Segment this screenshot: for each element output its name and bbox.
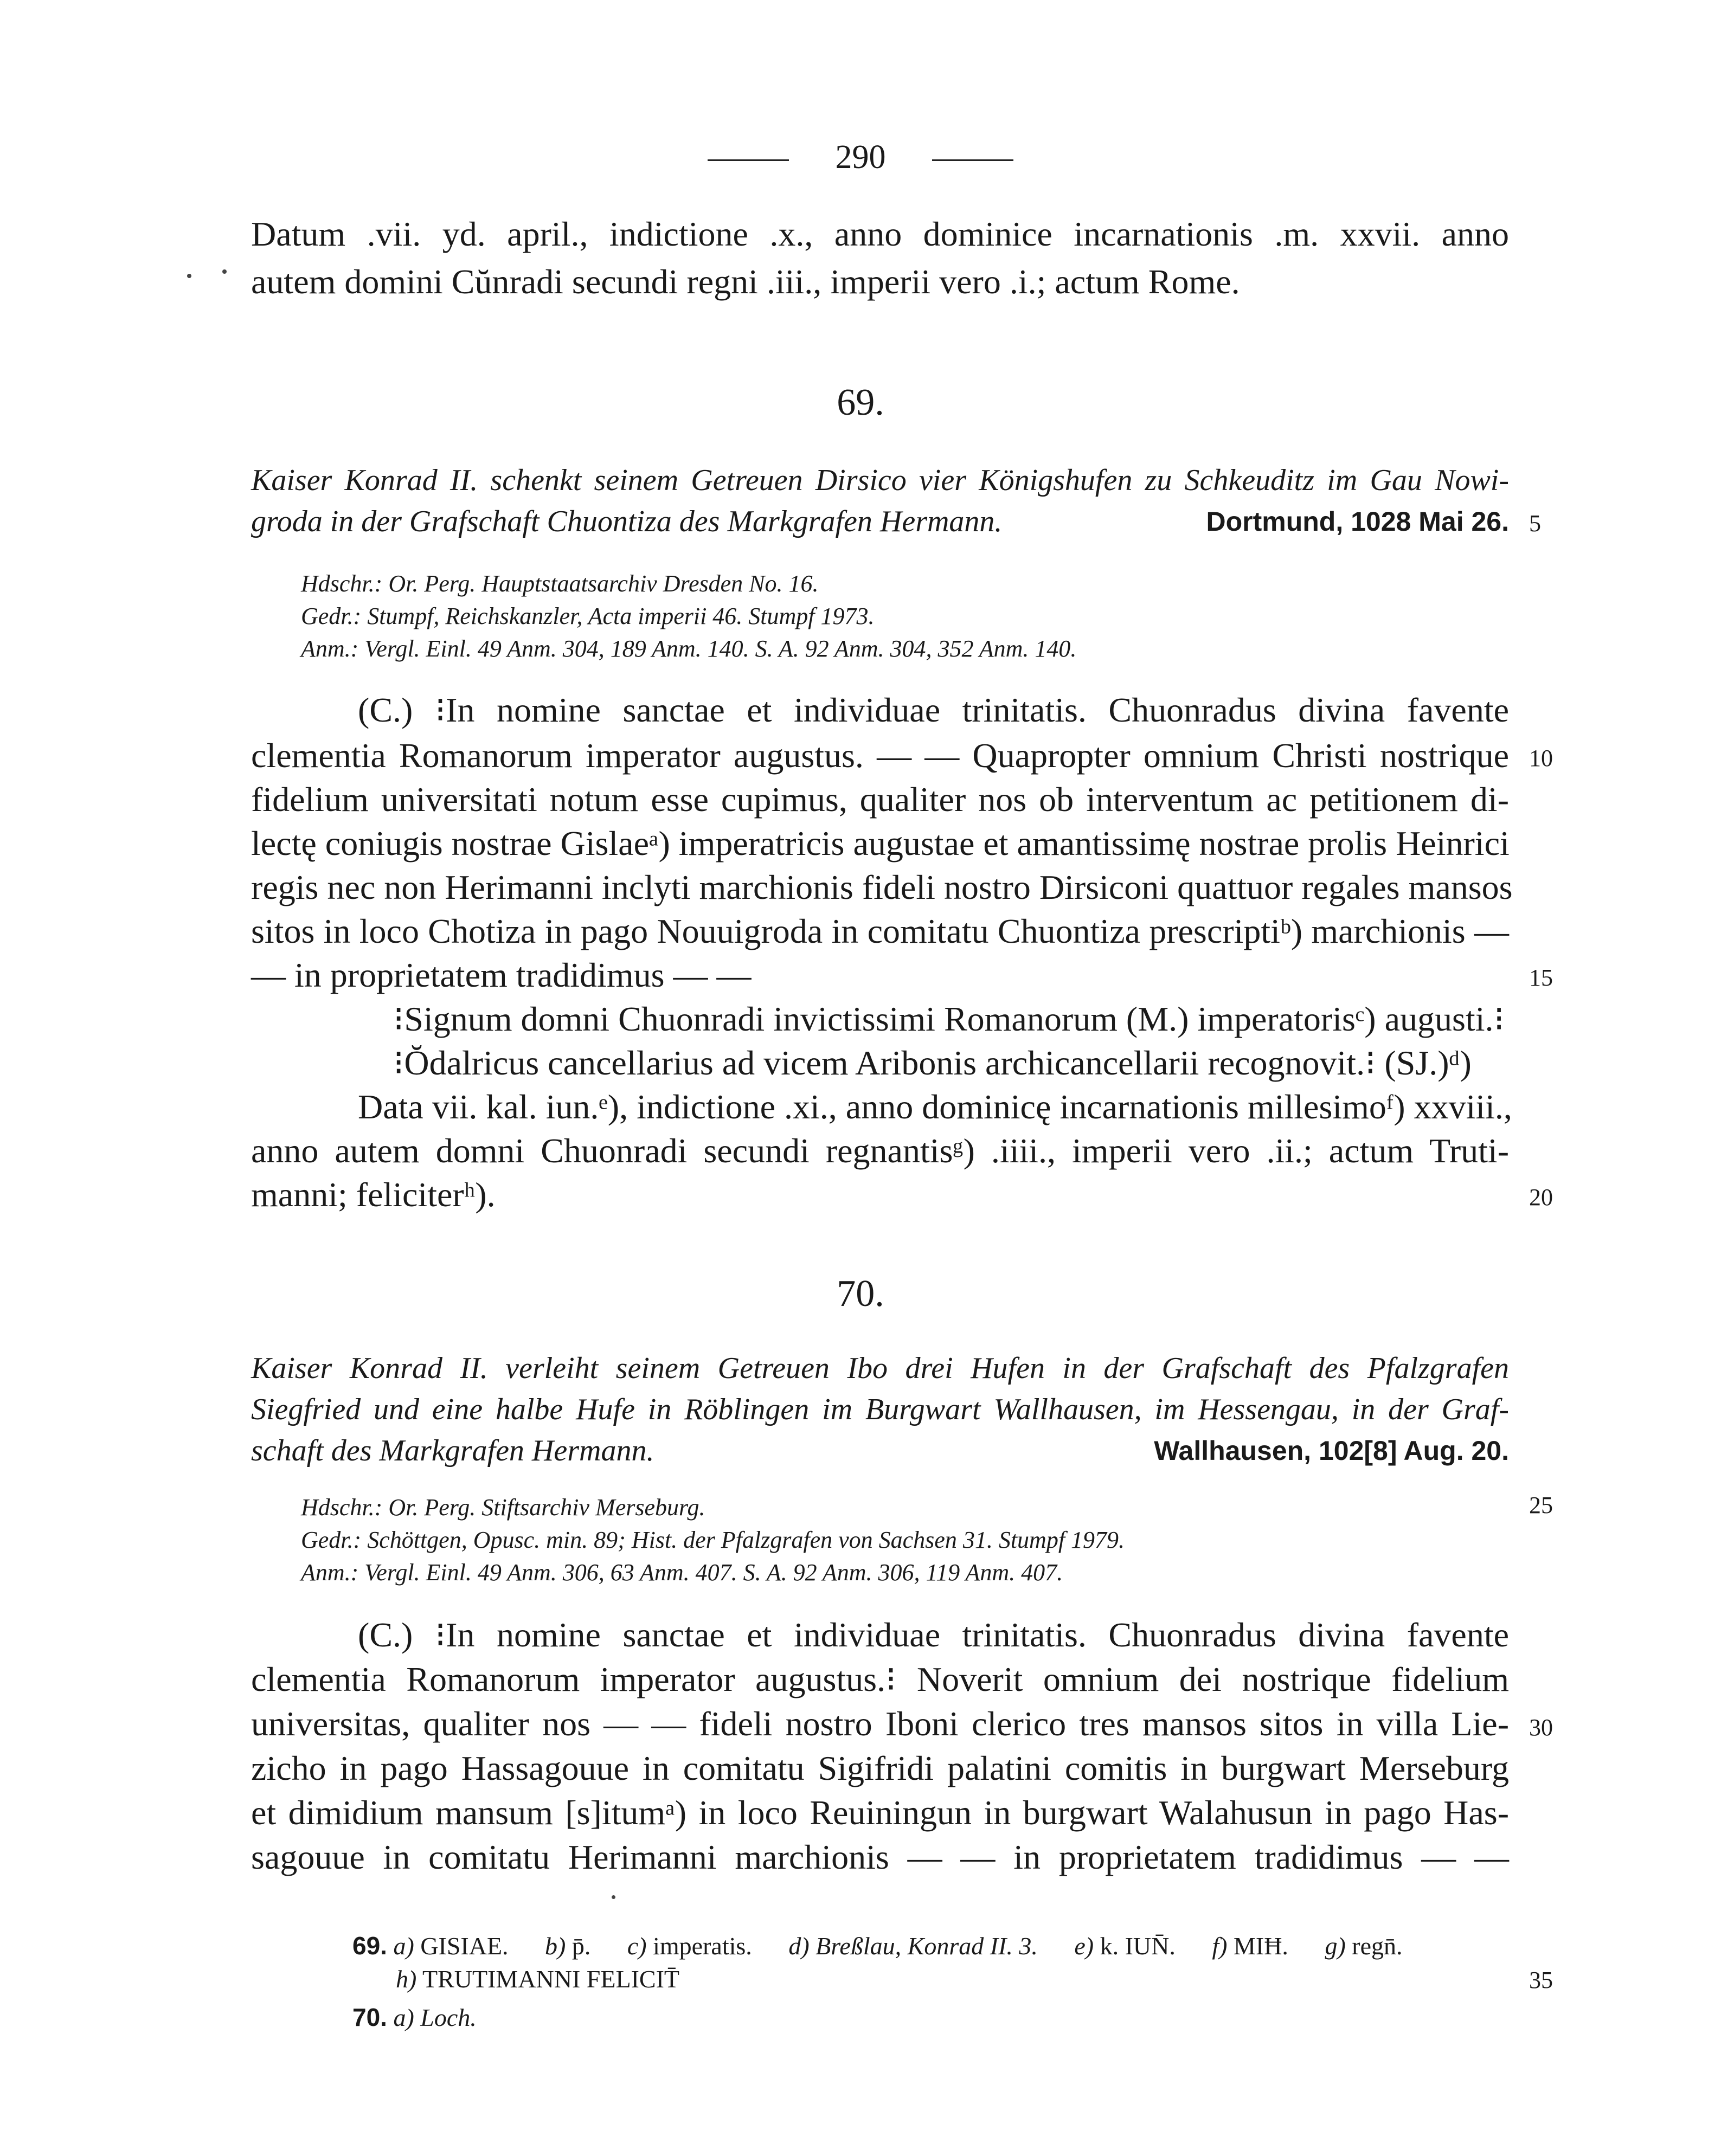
charter-text-line: sagouue in comitatu Herimanni marchionis — — in proprietatem tradidimus — —	[251, 1838, 1509, 1876]
charter-text-line: (C.) ⁝In nomine sanctae et individuae trinitatis. Chuonradus divina favente	[358, 691, 1509, 729]
opening-line: autem domini Cŭnradi secundi regni .iii., imperii vero .i.; actum Rome.	[251, 262, 1240, 301]
footnote-item: h) TRUTIMANNI FELICIT̄	[396, 1965, 679, 1993]
footnote-entry-label: 70.	[352, 2003, 387, 2031]
header-rule-right	[932, 159, 1013, 161]
charter-text-line: zicho in pago Hassagouue in comitatu Sigifridi palatini comitis in burgwart Merseburg	[251, 1749, 1509, 1787]
line-number: 30	[1529, 1714, 1553, 1741]
place-date: Dortmund, 1028 Mai 26.	[1206, 506, 1509, 537]
line-number: 5	[1529, 510, 1541, 537]
footnote-line	[352, 1929, 1529, 1963]
apparatus-line: Hdschr.: Or. Perg. Stiftsarchiv Merseburg.	[301, 1494, 705, 1521]
line-number: 35	[1529, 1967, 1553, 1993]
footnote-item: a) GISIAE.	[393, 1932, 509, 1960]
charter-text-line: sitos in loco Chotiza in pago Nouuigroda in comitatu Chuontiza prescriptiᵇ) marchionis —	[251, 912, 1509, 950]
charter-text-line: lectę coniugis nostrae Gislaeᵃ) imperatricis augustae et amantissimę nostrae prolis Heinrici	[251, 824, 1510, 863]
charter-text-line: clementia Romanorum imperator augustus. — — Quapropter omnium Christi nostrique	[251, 736, 1509, 775]
dating-line: Data vii. kal. iun.ᵉ), indictione .xi., anno dominicę incarnationis millesimoᶠ) xxviii.,	[358, 1087, 1512, 1126]
dating-line: anno autem domni Chuonradi secundi regnantisᵍ) .iiii., imperii vero .ii.; actum Truti-	[251, 1131, 1509, 1170]
apparatus-line: Gedr.: Stumpf, Reichskanzler, Acta imperii 46. Stumpf 1973.	[301, 603, 875, 629]
footnote-item: b) p̄.	[545, 1932, 591, 1960]
opening-line: Datum .vii. yd. april., indictione .x., anno dominice incarnationis .m. xxvii. anno	[251, 215, 1509, 253]
footnote-entry-label: 69.	[352, 1932, 387, 1960]
page-header	[0, 136, 1721, 179]
footnote-line	[352, 2000, 1529, 2035]
entry-summary	[251, 502, 1509, 541]
entry-summary	[251, 1431, 1509, 1470]
footnote-item: c) imperatis.	[627, 1932, 752, 1960]
charter-text-line: et dimidium mansum [s]itumᵃ) in loco Reuiningun in burgwart Walahusun in pago Has-	[251, 1793, 1509, 1832]
page-number: 290	[835, 139, 886, 176]
dating-line: manni; feliciterʰ).	[251, 1175, 496, 1214]
entry-summary: Kaiser Konrad II. schenkt seinem Getreuen Dirsico vier Königshufen zu Schkeuditz im Gau Nowi-	[251, 464, 1509, 497]
entry-summary: Kaiser Konrad II. verleiht seinem Getreuen Ibo drei Hufen in der Grafschaft des Pfalzgrafen	[251, 1351, 1509, 1385]
entry-summary-text: schaft des Markgrafen Hermann.	[251, 1434, 654, 1468]
line-number: 25	[1529, 1492, 1553, 1518]
entry-number: 70.	[837, 1273, 884, 1315]
line-number: 15	[1529, 964, 1553, 991]
apparatus-line: Anm.: Vergl. Einl. 49 Anm. 304, 189 Anm. 140. S. A. 92 Anm. 304, 352 Anm. 140.	[301, 635, 1077, 662]
footnote-item: a) Loch.	[393, 2004, 477, 2031]
charter-text-line: regis nec non Herimanni inclyti marchionis fideli nostro Dirsiconi quattuor regales mansos	[251, 868, 1513, 906]
margin-speck	[187, 274, 191, 278]
recognition-line: ⁝Ŏdalricus cancellarius ad vicem Aribonis archicancellarii recognovit.⁝ (SJ.)ᵈ)	[393, 1044, 1472, 1082]
footnote-item: e) k. IUN̄.	[1074, 1932, 1176, 1960]
footnote-item: g) regn̄.	[1325, 1932, 1403, 1960]
line-number: 20	[1529, 1184, 1553, 1211]
entry-number: 69.	[837, 382, 884, 423]
charter-text-line: fidelium universitati notum esse cupimus, qualiter nos ob interventum ac petitionem di-	[251, 780, 1509, 819]
footnote-item: d) Breßlau, Konrad II. 3.	[788, 1932, 1038, 1960]
entry-summary: Siegfried und eine halbe Hufe in Röblingen im Burgwart Wallhausen, im Hessengau, in der Graf-	[251, 1393, 1509, 1426]
margin-speck	[612, 1895, 615, 1899]
charter-text-line: universitas, qualiter nos — — fideli nostro Iboni clerico tres mansos sitos in villa Lie-	[251, 1704, 1509, 1743]
charter-text-line: — in proprietatem tradidimus — —	[251, 956, 752, 994]
line-number: 10	[1529, 745, 1553, 771]
footnote-line	[396, 1962, 1572, 1996]
place-date: Wallhausen, 102[8] Aug. 20.	[1154, 1436, 1509, 1466]
signum-line: ⁝Signum domni Chuonradi invictissimi Romanorum (M.) imperatorisᶜ) augusti.⁝	[393, 1000, 1505, 1038]
charter-text-line: clementia Romanorum imperator augustus.⁝ Noverit omnium dei nostrique fidelium	[251, 1660, 1509, 1698]
entry-summary-text: groda in der Grafschaft Chuontiza des Markgrafen Hermann.	[251, 505, 1003, 538]
charter-text-line: (C.) ⁝In nomine sanctae et individuae trinitatis. Chuonradus divina favente	[358, 1616, 1509, 1654]
apparatus-line: Anm.: Vergl. Einl. 49 Anm. 306, 63 Anm. 407. S. A. 92 Anm. 306, 119 Anm. 407.	[301, 1559, 1063, 1586]
margin-speck	[222, 269, 227, 274]
header-rule-left	[708, 159, 789, 161]
footnote-item: f) MIĦ.	[1212, 1932, 1288, 1960]
apparatus-line: Hdschr.: Or. Perg. Hauptstaatsarchiv Dresden No. 16.	[301, 570, 819, 597]
apparatus-line: Gedr.: Schöttgen, Opusc. min. 89; Hist. der Pfalzgrafen von Sachsen 31. Stumpf 1979.	[301, 1527, 1125, 1553]
